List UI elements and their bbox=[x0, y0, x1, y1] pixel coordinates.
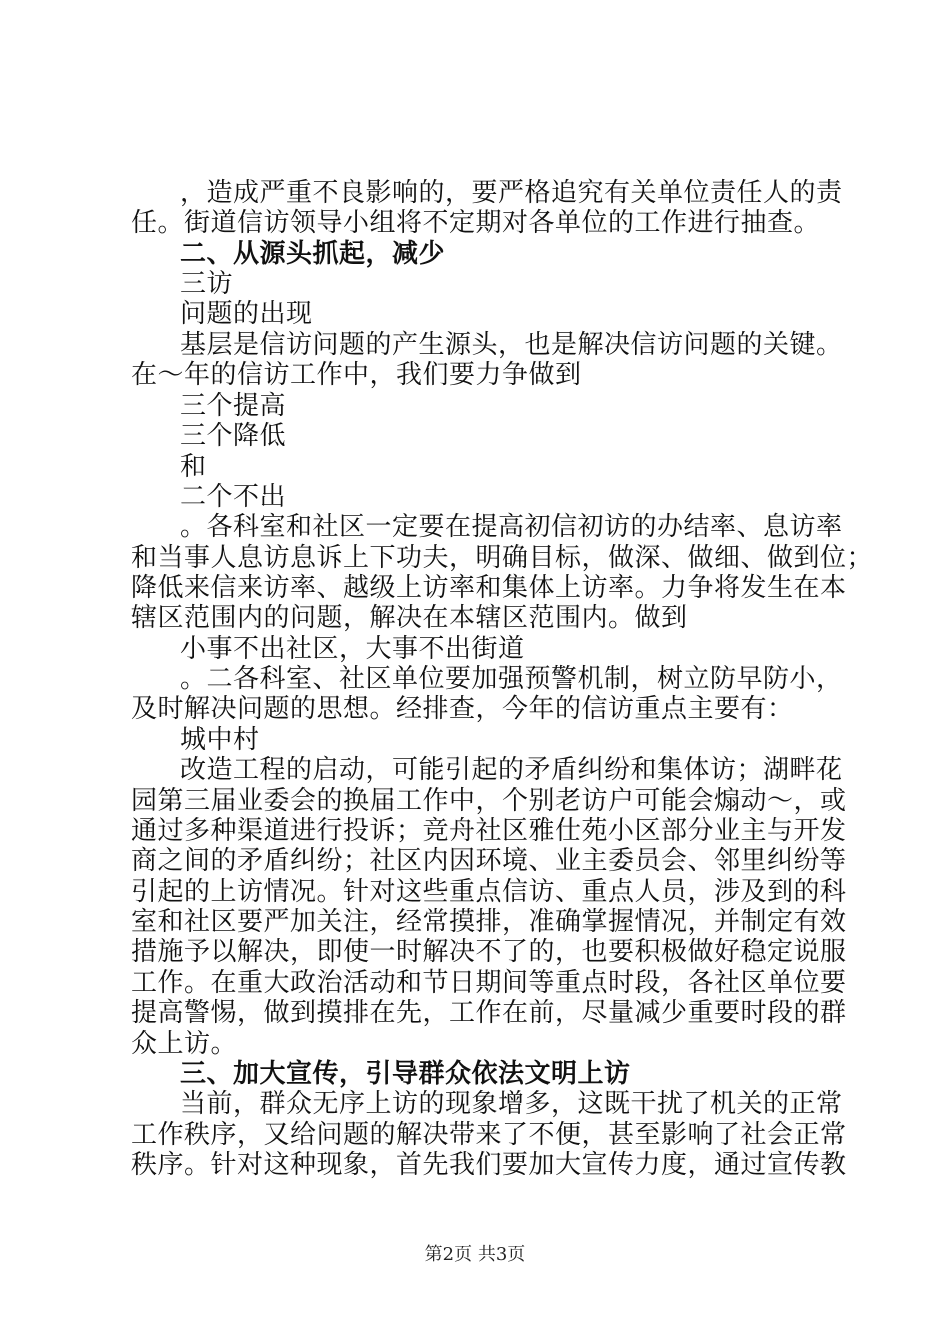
body-text-line: ，造成严重不良影响的，要严格追究有关单位责任人的责 bbox=[180, 178, 843, 208]
body-text-line: 众上访。 bbox=[131, 1029, 238, 1059]
body-text-line: 小事不出社区，大事不出街道 bbox=[180, 634, 525, 664]
body-text-line: 引起的上访情况。针对这些重点信访、重点人员，涉及到的科 bbox=[131, 877, 847, 907]
body-text-line: 提高警惕，做到摸排在先，工作在前，尽量减少重要时段的群 bbox=[131, 998, 847, 1028]
body-text-line: 三个提高 bbox=[180, 391, 287, 421]
body-text-line: 。各科室和社区一定要在提高初信初访的办结率、息访率 bbox=[180, 512, 843, 542]
section-heading-3: 三、加大宣传，引导群众依法文明上访 bbox=[180, 1059, 631, 1089]
body-text-line: 改造工程的启动，可能引起的矛盾纠纷和集体访；湖畔花 bbox=[180, 755, 843, 785]
body-text-line: 当前，群众无序上访的现象增多，这既干扰了机关的正常 bbox=[180, 1089, 843, 1119]
body-text-line: 任。街道信访领导小组将不定期对各单位的工作进行抽查。 bbox=[131, 208, 821, 238]
body-text-line: 和 bbox=[180, 452, 207, 482]
body-text-line: 及时解决问题的思想。经排查，今年的信访重点主要有： bbox=[131, 694, 794, 724]
body-text-line: 三访 bbox=[180, 269, 234, 299]
body-text-line: 秩序。针对这种现象，首先我们要加大宣传力度，通过宣传教 bbox=[131, 1150, 847, 1180]
body-text-line: 基层是信访问题的产生源头，也是解决信访问题的关键。 bbox=[180, 330, 843, 360]
body-text-line: 室和社区要严加关注，经常摸排，准确掌握情况，并制定有效 bbox=[131, 907, 847, 937]
body-text-line: 辖区范围内的问题，解决在本辖区范围内。做到 bbox=[131, 603, 688, 633]
body-text-line: 。二各科室、社区单位要加强预警机制，树立防早防小， bbox=[180, 664, 843, 694]
body-text-line: 问题的出现 bbox=[180, 299, 313, 329]
section-heading-2: 二、从源头抓起，减少 bbox=[180, 239, 446, 269]
body-text-line: 三个降低 bbox=[180, 421, 287, 451]
body-text-line: 在～年的信访工作中，我们要力争做到 bbox=[131, 360, 582, 390]
body-text-line: 降低来信来访率、越级上访率和集体上访率。力争将发生在本 bbox=[131, 573, 847, 603]
body-text-line: 商之间的矛盾纠纷；社区内因环境、业主委员会、邻里纠纷等 bbox=[131, 846, 847, 876]
page-footer: 第2页 共3页 bbox=[424, 1244, 526, 1265]
body-text-line: 园第三届业委会的换届工作中，个别老访户可能会煽动～，或 bbox=[131, 786, 847, 816]
body-text-line: 工作秩序，又给问题的解决带来了不便，甚至影响了社会正常 bbox=[131, 1120, 847, 1150]
body-text-line: 城中村 bbox=[180, 725, 260, 755]
body-text-line: 二个不出 bbox=[180, 482, 287, 512]
body-text-line: 工作。在重大政治活动和节日期间等重点时段，各社区单位要 bbox=[131, 968, 847, 998]
body-text-line: 和当事人息访息诉上下功夫，明确目标，做深、做细、做到位； bbox=[131, 543, 874, 573]
body-text-line: 通过多种渠道进行投诉；竞舟社区雅仕苑小区部分业主与开发 bbox=[131, 816, 847, 846]
body-text-line: 措施予以解决，即使一时解决不了的，也要积极做好稳定说服 bbox=[131, 937, 847, 967]
